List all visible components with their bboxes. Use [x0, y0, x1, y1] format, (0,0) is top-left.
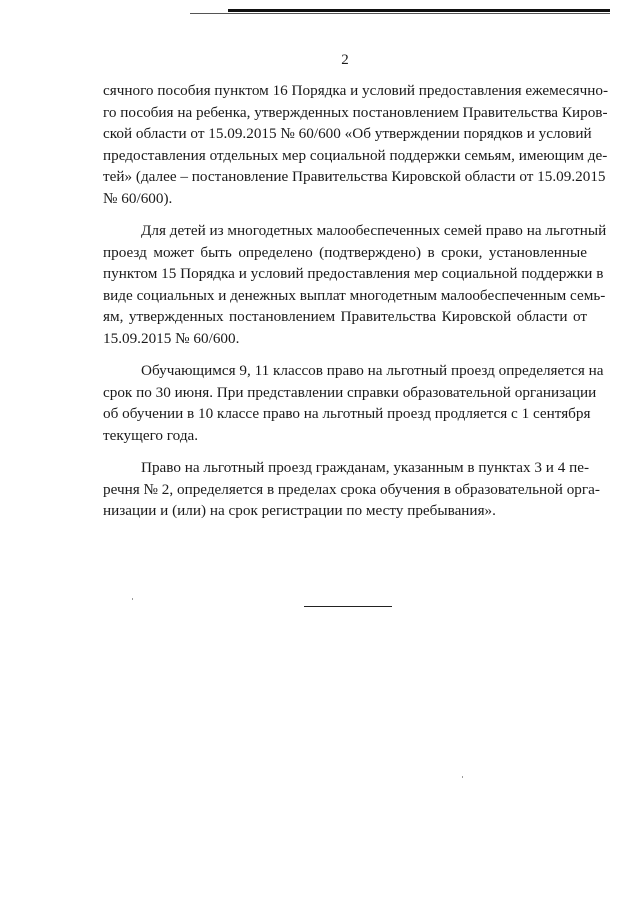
scan-speck — [132, 598, 133, 600]
text-line: го пособия на ребенка, утвержденных постановлением Правительства Киров- — [103, 103, 608, 121]
paragraph-4 — [103, 457, 600, 522]
text-line: предоставления отдельных мер социальной поддержки семьям, имеющим де- — [103, 146, 608, 164]
text-line: низации и (или) на срок регистрации по месту пребывания». — [103, 502, 496, 519]
scan-edge-line — [228, 9, 610, 12]
scan-speck — [462, 776, 463, 778]
text-line: ской области от 15.09.2015 № 60/600 «Об утверждении порядков и условий — [103, 125, 592, 142]
text-line: № 60/600). — [103, 189, 173, 207]
text-line: Право на льготный проезд гражданам, указанным в пунктах 3 и 4 пе- — [141, 459, 590, 476]
text-line: ям, утвержденных постановлением Правительства Кировской области от — [103, 308, 587, 325]
text-line: 15.09.2015 № 60/600. — [103, 329, 240, 347]
text-line: проезд может быть определено (подтверждено) в сроки, установленные — [103, 243, 587, 261]
text-line: срок по 30 июня. При представлении справки образовательной организации — [103, 383, 597, 401]
text-line: об обучении в 10 классе право на льготный проезд продляется с 1 сентября — [103, 405, 591, 422]
text-line: пунктом 15 Порядка и условий предоставления мер социальной поддержки в — [103, 265, 604, 282]
text-line: сячного пособия пунктом 16 Порядка и условий предоставления ежемесячно- — [103, 82, 609, 99]
text-line: речня № 2, определяется в пределах срока обучения в образовательной орга- — [103, 480, 600, 498]
text-line: Обучающимся 9, 11 классов право на льготный проезд определяется на — [141, 362, 604, 379]
closing-separator-line — [304, 606, 392, 607]
page-number: 2 — [341, 52, 349, 68]
document-body — [103, 80, 609, 522]
text-line: текущего года. — [103, 426, 199, 444]
text-line: тей» (далее – постановление Правительства Кировской области от 15.09.2015 — [103, 168, 606, 185]
scan-edge-line-thin — [190, 13, 610, 14]
paragraph-1 — [103, 80, 609, 209]
text-line: виде социальных и денежных выплат многодетным малообеспеченным семь- — [103, 286, 606, 304]
text-line: Для детей из многодетных малообеспеченных семей право на льготный — [141, 222, 607, 239]
paragraph-3 — [103, 360, 604, 446]
paragraph-2 — [103, 220, 607, 349]
